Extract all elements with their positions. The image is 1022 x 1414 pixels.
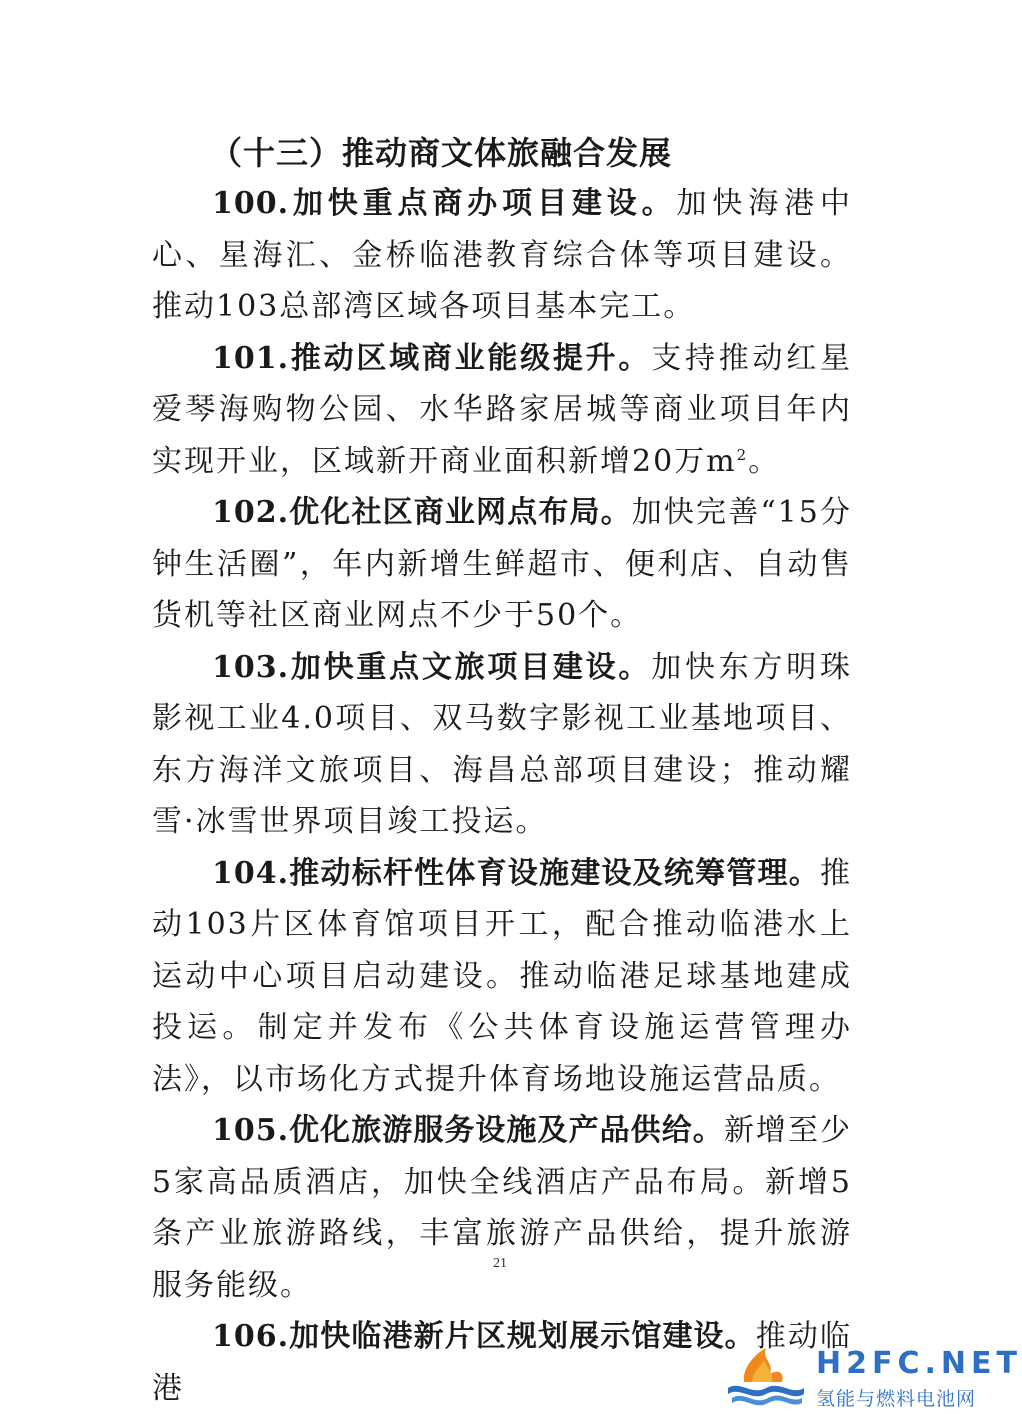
- item-102: [152, 487, 852, 642]
- superscript: 2: [736, 445, 749, 464]
- item-101: [152, 333, 852, 488]
- item-body: 加快东方明珠影视工业4.0项目、双马数字影视工业基地项目、东方海洋文旅项目、海昌总部项目建设；推动耀雪·冰雪世界项目竣工投运。: [152, 649, 852, 839]
- item-lead: 101.推动区域商业能级提升。: [212, 340, 652, 376]
- item-103: [152, 642, 852, 848]
- item-104: [152, 848, 852, 1106]
- item-body: 新增至少5家高品质酒店，加快全线酒店产品布局。新增5条产业旅游路线，丰富旅游产品供给，提升旅游服务能级。: [152, 1113, 852, 1303]
- item-lead: 104.推动标杆性体育设施建设及统筹管理。: [212, 855, 820, 891]
- watermark-subtitle: 氢能与燃料电池网: [816, 1388, 977, 1410]
- page-number: 21: [493, 1256, 507, 1271]
- item-lead: 105.优化旅游服务设施及产品供给。: [212, 1113, 724, 1148]
- item-body: 加快海港中心、星海汇、金桥临港教育综合体等项目建设。推动103总部湾区域各项目基本完工。: [152, 186, 852, 324]
- document-body: [152, 128, 852, 1414]
- section-heading: （十三）推动商文体旅融合发展: [210, 134, 673, 172]
- item-lead: 100.加快重点商办项目建设。: [212, 186, 677, 221]
- item-body: 推动临港: [152, 1319, 852, 1406]
- item-lead: 106.加快临港新片区规划展示馆建设。: [212, 1319, 756, 1354]
- item-lead: 102.优化社区商业网点布局。: [212, 495, 632, 530]
- site-watermark: [724, 1344, 1022, 1410]
- item-tail: 。: [748, 443, 781, 479]
- flame-wave-logo-icon: [724, 1344, 808, 1410]
- item-body: 支持推动红星爱琴海购物公园、水华路家居城等商业项目年内实现开业，区域新开商业面积新增20万m: [152, 340, 852, 479]
- watermark-title: H2FC.NET: [816, 1346, 1022, 1381]
- item-105: [152, 1105, 852, 1311]
- item-lead: 103.加快重点文旅项目建设。: [212, 649, 652, 685]
- item-body: 加快完善“15分钟生活圈”，年内新增生鲜超市、便利店、自动售货机等社区商业网点不少于50个。: [152, 495, 852, 633]
- item-body: 推动103片区体育馆项目开工，配合推动临港水上运动中心项目启动建设。推动临港足球基地建成投运。制定并发布《公共体育设施运营管理办法》，以市场化方式提升体育场地设施运营品质。: [152, 855, 852, 1097]
- item-100: [152, 178, 852, 333]
